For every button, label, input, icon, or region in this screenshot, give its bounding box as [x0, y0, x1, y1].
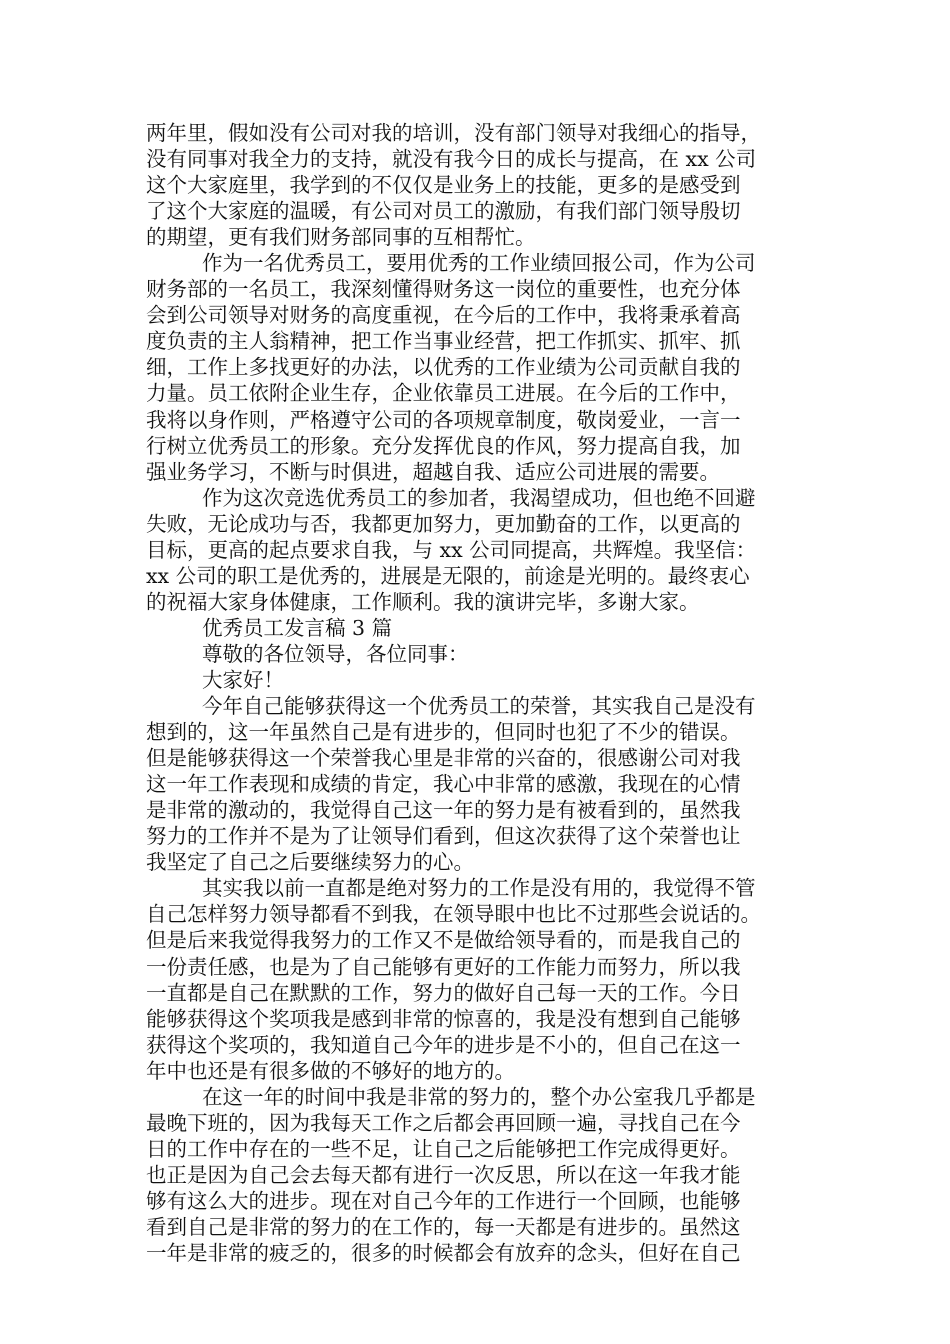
- text-line: 行树立优秀员工的形象。充分发挥优良的作风，努力提高自我，加: [146, 433, 741, 458]
- text-line: 大家好！: [202, 667, 284, 692]
- text-line: 但是后来我觉得我努力的工作又不是做给领导看的，而是我自己的: [146, 928, 741, 953]
- text-line: 能够获得这个奖项我是感到非常的惊喜的，我是没有想到自己能够: [146, 1006, 741, 1031]
- text-line: 我坚定了自己之后要继续努力的心。: [146, 850, 474, 875]
- text-line: 一份责任感，也是为了自己能够有更好的工作能力而努力，所以我: [146, 954, 741, 979]
- text-line: 努力的工作并不是为了让领导们看到，但这次获得了这个荣誉也让: [146, 824, 741, 849]
- text-line: 一直都是自己在默默的工作，努力的做好自己每一天的工作。今日: [146, 980, 741, 1005]
- text-line: 这一年工作表现和成绩的肯定，我心中非常的感激，我现在的心情: [146, 772, 741, 797]
- text-line: 最晚下班的，因为我每天工作之后都会再回顾一遍，寻找自己在今: [146, 1110, 741, 1135]
- text-line: 细，工作上多找更好的办法，以优秀的工作业绩为公司贡献自我的: [146, 355, 741, 380]
- text-line: 也正是因为自己会去每天都有进行一次反思，所以在这一年我才能: [146, 1162, 741, 1187]
- text-line: 在这一年的时间中我是非常的努力的，整个办公室我几乎都是: [202, 1084, 756, 1109]
- document-page: [146, 120, 812, 1266]
- text-line: 想到的，这一年虽然自己是有进步的，但同时也犯了不少的错误。: [146, 720, 741, 745]
- text-line: 今年自己能够获得这一个优秀员工的荣誉，其实我自己是没有: [202, 694, 756, 719]
- text-line: 失败，无论成功与否，我都更加努力，更加勤奋的工作，以更高的: [146, 511, 741, 536]
- text-line: 年中也还是有很多做的不够好的地方的。: [146, 1058, 515, 1083]
- text-line: 够有这么大的进步。现在对自己今年的工作进行一个回顾，也能够: [146, 1188, 741, 1213]
- text-line: 日的工作中存在的一些不足，让自己之后能够把工作完成得更好。: [146, 1136, 741, 1161]
- text-line: xx 公司的职工是优秀的，进展是无限的，前途是光明的。最终衷心: [146, 563, 750, 588]
- text-line: 目标，更高的起点要求自我，与 xx 公司同提高，共辉煌。我坚信：: [146, 537, 757, 562]
- text-line: 度负责的主人翁精神，把工作当事业经营，把工作抓实、抓牢、抓: [146, 329, 741, 354]
- text-line: 了这个大家庭的温暖，有公司对员工的激励，有我们部门领导殷切: [146, 199, 741, 224]
- text-line: 尊敬的各位领导，各位同事：: [202, 641, 469, 666]
- text-line: 一年是非常的疲乏的，很多的时候都会有放弃的念头，但好在自己: [146, 1241, 741, 1266]
- text-line: 财务部的一名员工，我深刻懂得财务这一岗位的重要性，也充分体: [146, 277, 741, 302]
- text-line: 的祝福大家身体健康，工作顺利。我的演讲完毕，多谢大家。: [146, 589, 700, 614]
- text-line: 我将以身作则，严格遵守公司的各项规章制度，敬岗爱业，一言一: [146, 407, 741, 432]
- text-line: 强业务学习，不断与时俱进，超越自我、适应公司进展的需要。: [146, 459, 720, 484]
- text-line: 力量。员工依附企业生存，企业依靠员工进展。在今后的工作中，: [146, 381, 741, 406]
- text-line: 的期望，更有我们财务部同事的互相帮忙。: [146, 225, 536, 250]
- text-line: 是非常的激动的，我觉得自己这一年的努力是有被看到的，虽然我: [146, 798, 741, 823]
- text-line: 两年里，假如没有公司对我的培训，没有部门领导对我细心的指导，: [146, 121, 761, 145]
- text-line: 没有同事对我全力的支持，就没有我今日的成长与提高，在 xx 公司: [146, 147, 757, 172]
- text-line: 作为一名优秀员工，要用优秀的工作业绩回报公司，作为公司: [202, 251, 756, 276]
- text-line: 作为这次竞选优秀员工的参加者，我渴望成功，但也绝不回避: [202, 485, 756, 510]
- text-line: 看到自己是非常的努力的在工作的，每一天都是有进步的。虽然这: [146, 1214, 741, 1239]
- text-line: 获得这个奖项的，我知道自己今年的进步是不小的，但自己在这一: [146, 1032, 741, 1057]
- text-line: 优秀员工发言稿 3 篇: [202, 615, 393, 640]
- text-line: 但是能够获得这一个荣誉我心里是非常的兴奋的，很感谢公司对我: [146, 746, 741, 771]
- text-line: 这个大家庭里，我学到的不仅仅是业务上的技能，更多的是感受到: [146, 173, 741, 198]
- text-line: 自己怎样努力领导都看不到我，在领导眼中也比不过那些会说话的。: [146, 902, 761, 927]
- text-line: 其实我以前一直都是绝对努力的工作是没有用的，我觉得不管: [202, 876, 756, 901]
- text-line: 会到公司领导对财务的高度重视，在今后的工作中，我将秉承着高: [146, 303, 741, 328]
